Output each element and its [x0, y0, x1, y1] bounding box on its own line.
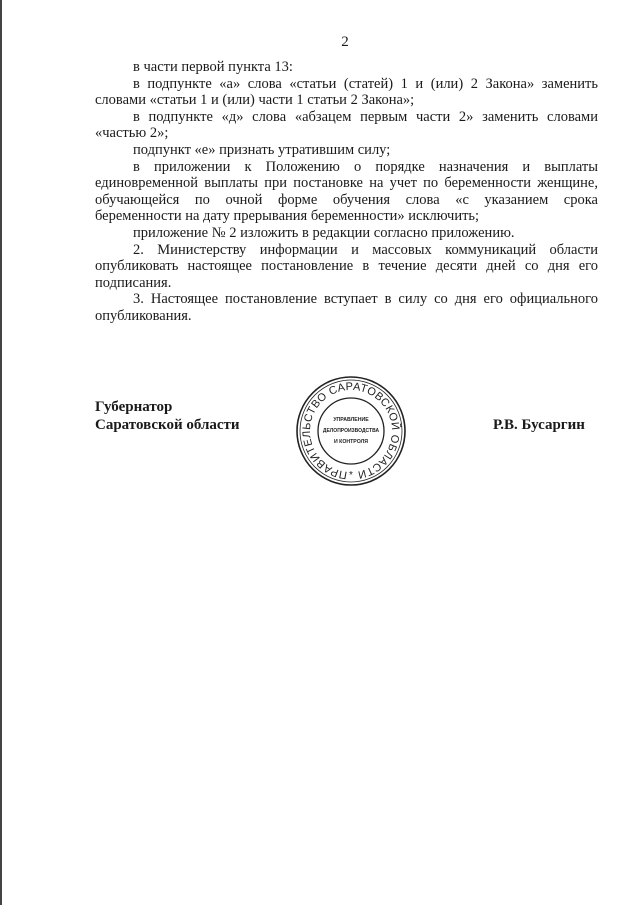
- text-line: подписания.: [95, 274, 172, 291]
- text-line: «частью 2»;: [95, 125, 169, 142]
- text-line: беременности на дату прерывания беременности» исключить;: [95, 208, 480, 225]
- signatory-title-line1: Губернатор: [95, 399, 173, 415]
- text-line: опубликовать настоящее постановление в течение десяти дней со дня его: [95, 258, 598, 275]
- seal-center-line3: И КОНТРОЛЯ: [334, 439, 368, 445]
- seal-star: *: [349, 470, 353, 481]
- signatory-name: Р.В. Бусаргин: [493, 417, 585, 433]
- page-number: 2: [341, 34, 349, 50]
- text-line: единовременной выплаты при постановке на учет по беременности женщине,: [95, 175, 598, 192]
- text-line: опубликования.: [95, 307, 192, 324]
- scan-edge: [0, 0, 2, 905]
- document-body: [95, 59, 598, 325]
- text-line: приложение № 2 изложить в редакции согласно приложению.: [133, 224, 515, 241]
- text-line: в подпункте «а» слова «статьи (статей) 1 и (или) 2 Закона» заменить: [133, 75, 598, 92]
- official-seal: [295, 375, 407, 487]
- seal-center-line2: ДЕЛОПРОИЗВОДСТВА: [322, 428, 380, 434]
- seal-center-line1: УПРАВЛЕНИЕ: [333, 417, 369, 423]
- text-line: в подпункте «д» слова «абзацем первым части 2» заменить словами: [133, 108, 598, 125]
- text-line: в части первой пункта 13:: [133, 59, 293, 75]
- text-line: 3. Настоящее постановление вступает в силу со дня его официального: [133, 291, 598, 308]
- signatory-title-line2: Саратовской области: [95, 417, 240, 433]
- text-line: словами «статьи 1 и (или) части 1 статьи 2 Закона»;: [95, 92, 415, 109]
- text-line: 2. Министерству информации и массовых коммуникаций области: [133, 241, 598, 258]
- text-line: подпункт «е» признать утратившим силу;: [133, 141, 391, 158]
- text-line: обучающейся по очной форме обучения слова «с указанием срока: [95, 191, 598, 208]
- seal-ring-text: ПРАВИТЕЛЬСТВО САРАТОВСКОЙ ОБЛАСТИ: [300, 380, 402, 481]
- text-line: в приложении к Положению о порядке назначения и выплаты: [133, 158, 598, 175]
- signatory-title: [95, 398, 240, 434]
